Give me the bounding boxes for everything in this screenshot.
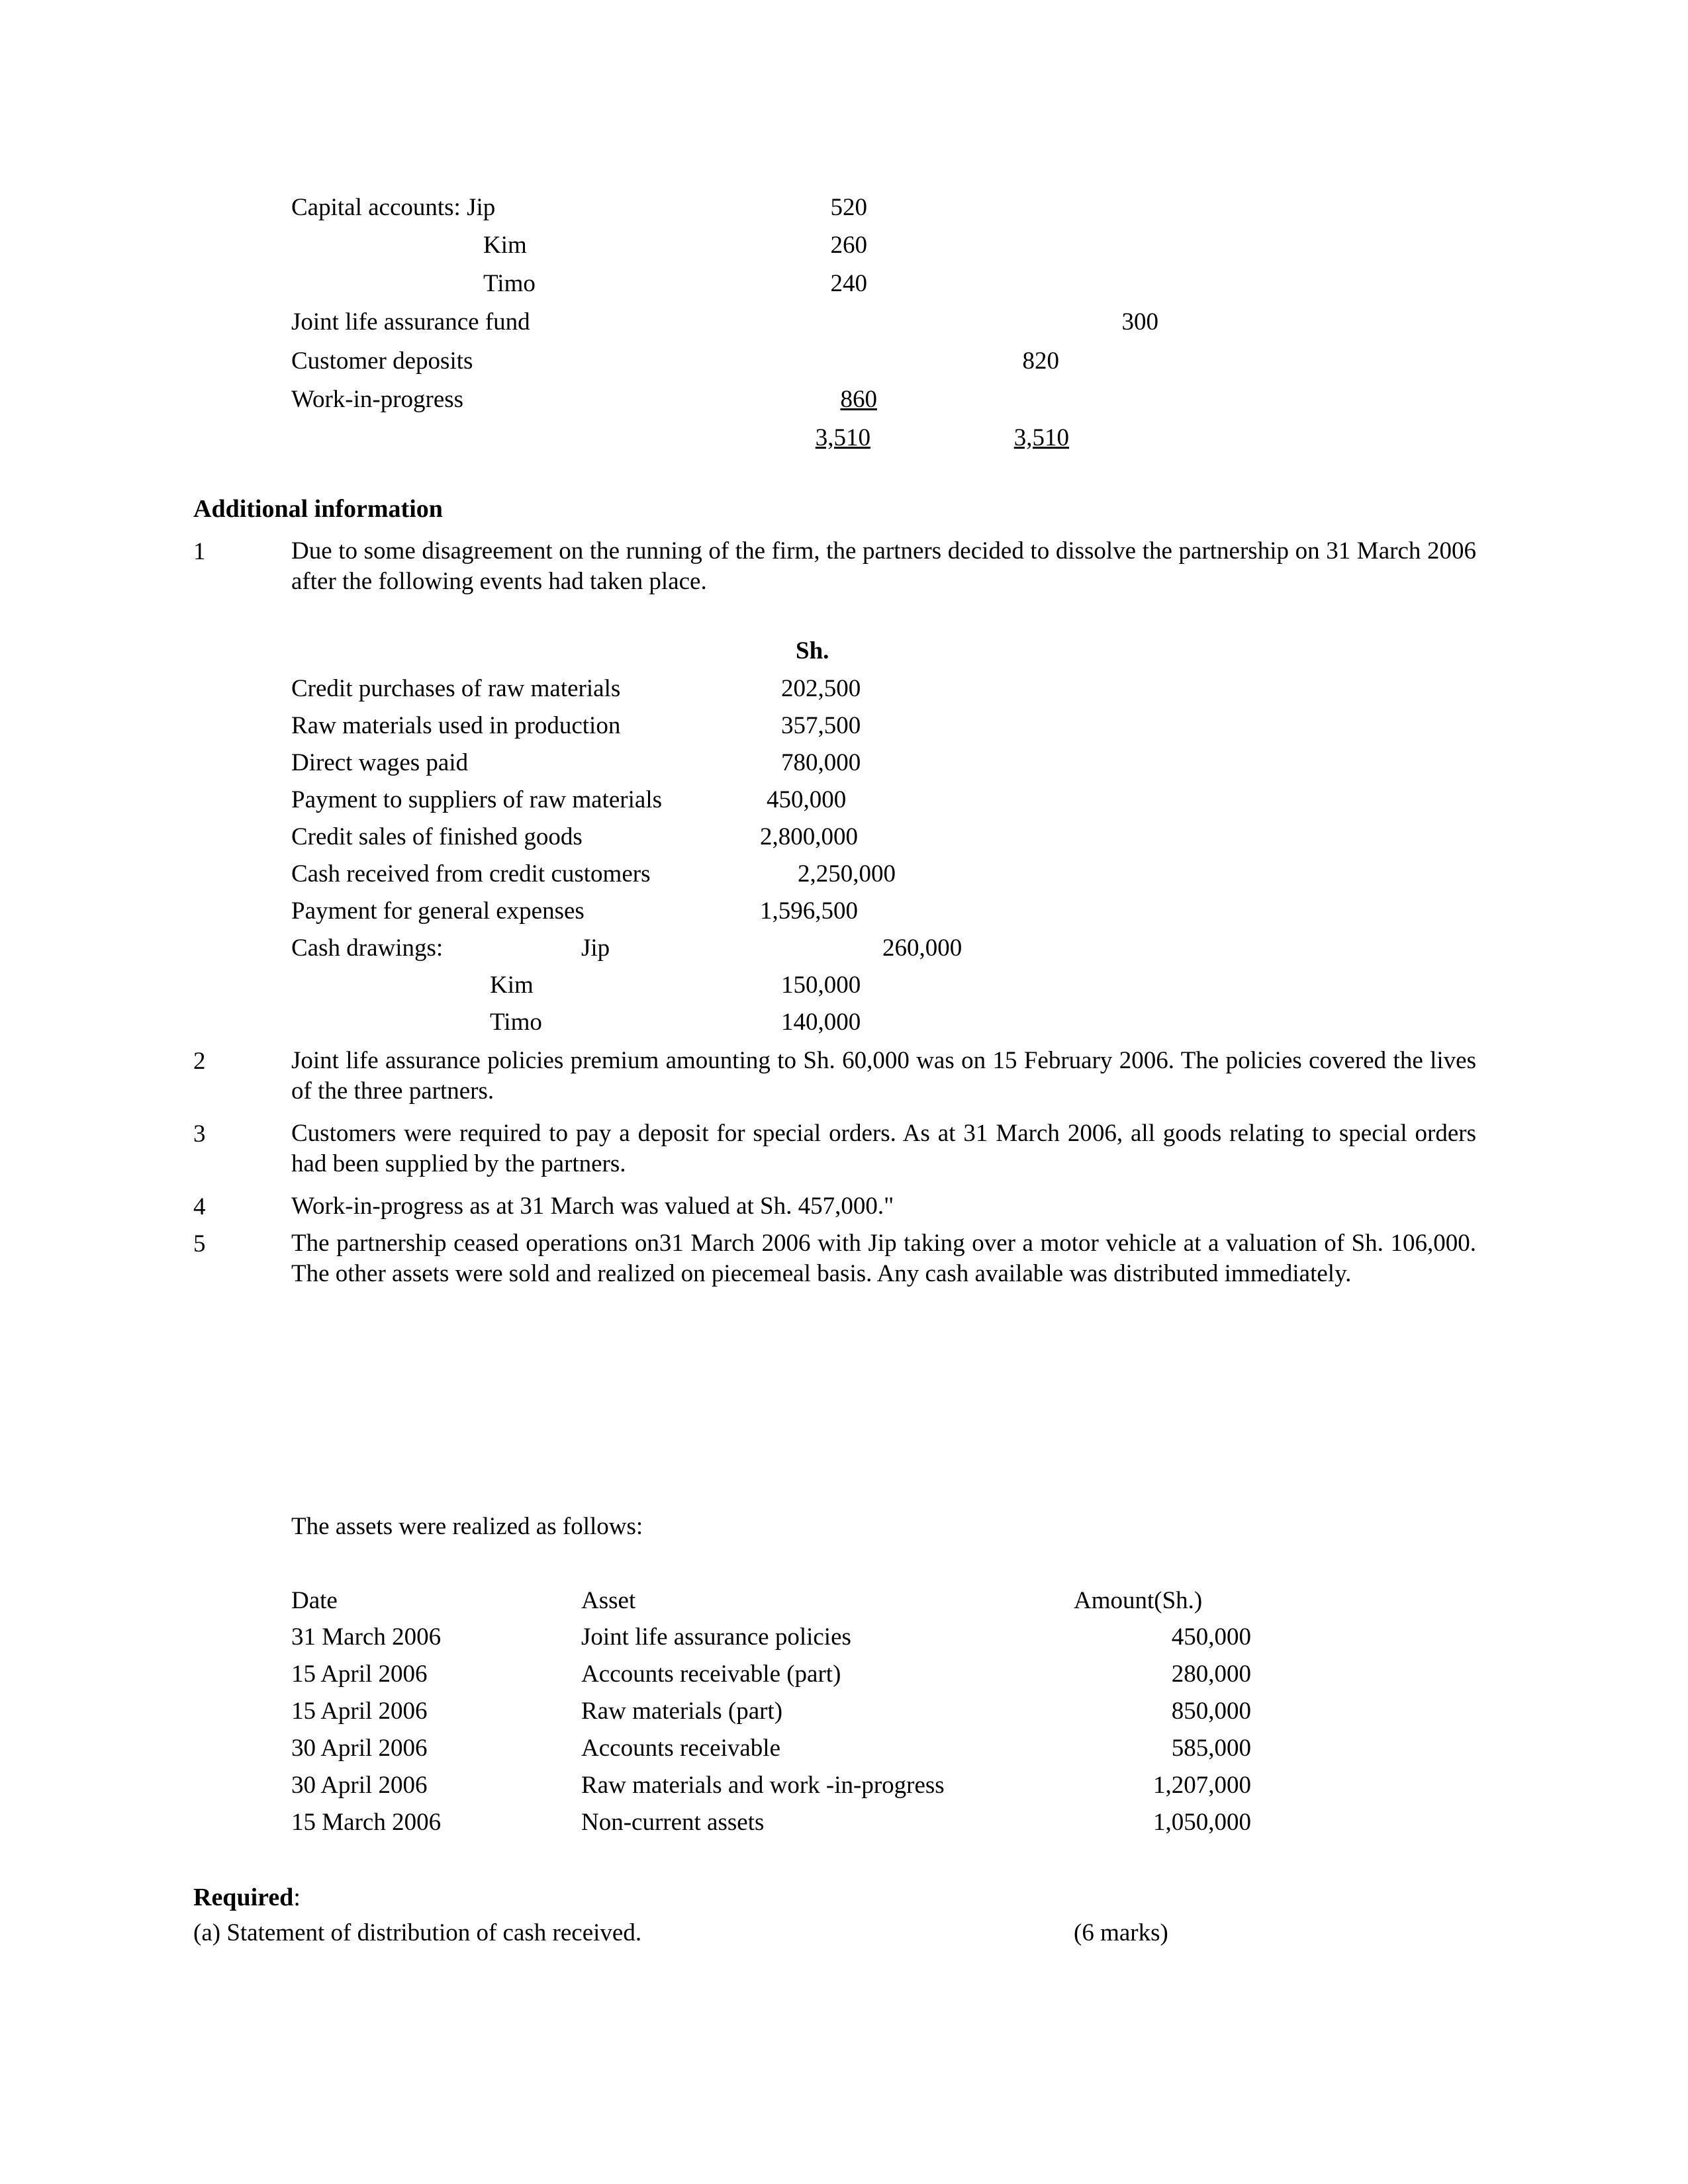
list-item-text: Customers were required to pay a deposit for special orders. As at 31 March 2006, all goods relating to special orders had been supplied by the partners. <box>291 1120 1476 1178</box>
tb-row-amount-col1: 520 <box>830 194 867 221</box>
events-row-label: Cash received from credit customers <box>291 860 651 887</box>
tb-row-amount-col1: 240 <box>830 270 867 297</box>
required-item-marks: (6 marks) <box>1074 1919 1168 1946</box>
tb-row-amount-col1: 860 <box>840 386 877 413</box>
tb-row-label: Joint life assurance fund <box>291 308 530 336</box>
realization-row-asset: Raw materials and work -in-progress <box>581 1772 945 1799</box>
tb-total-col1: 3,510 <box>815 424 870 451</box>
events-row-amount: 2,800,000 <box>760 823 858 850</box>
events-row-sublabel: Jip <box>581 934 610 962</box>
realization-row-date: 15 April 2006 <box>291 1661 428 1688</box>
realization-row-amount: 450,000 <box>1171 1623 1251 1651</box>
events-row-amount: 150,000 <box>781 972 861 999</box>
tb-row-label: Capital accounts: Jip <box>291 194 496 221</box>
events-row-amount: 450,000 <box>767 786 847 813</box>
list-number: 5 <box>193 1230 206 1257</box>
realization-row-date: 31 March 2006 <box>291 1623 442 1651</box>
events-currency-header: Sh. <box>796 637 829 664</box>
realization-row-date: 30 April 2006 <box>291 1735 428 1762</box>
events-row-sublabel: Timo <box>490 1009 542 1036</box>
realization-row-amount: 280,000 <box>1171 1661 1251 1688</box>
events-row-amount: 780,000 <box>781 749 861 776</box>
realization-row-asset: Accounts receivable <box>581 1735 780 1762</box>
events-row-label: Credit purchases of raw materials <box>291 675 621 702</box>
events-row-amount: 260,000 <box>882 934 962 962</box>
additional-information-heading: Additional information <box>193 495 443 523</box>
realization-row-asset: Raw materials (part) <box>581 1698 783 1725</box>
realization-row-date: 15 March 2006 <box>291 1809 442 1836</box>
tb-row-label: Customer deposits <box>291 347 473 375</box>
events-row-amount: 1,596,500 <box>760 897 858 925</box>
events-row-label: Cash drawings: <box>291 934 444 962</box>
tb-row-label: Work-in-progress <box>291 386 464 413</box>
realization-row-asset: Accounts receivable (part) <box>581 1661 841 1688</box>
list-item-text: Joint life assurance policies premium amounting to Sh. 60,000 was on 15 February 2006. The policies covered the lives of the three partners. <box>291 1047 1476 1105</box>
tb-row-amount-col1: 260 <box>830 232 867 259</box>
realization-row-amount: 850,000 <box>1171 1698 1251 1725</box>
list-number: 3 <box>193 1120 206 1148</box>
events-row-label: Credit sales of finished goods <box>291 823 583 850</box>
realization-header-asset: Asset <box>581 1587 636 1614</box>
realization-row-date: 30 April 2006 <box>291 1772 428 1799</box>
events-row-sublabel: Kim <box>490 972 534 999</box>
events-row-amount: 202,500 <box>781 675 861 702</box>
required-heading-label: Required <box>193 1884 294 1911</box>
events-row-label: Raw materials used in production <box>291 712 621 739</box>
required-item-label: (a) Statement of distribution of cash received. <box>193 1919 642 1946</box>
list-item-text: Work-in-progress as at 31 March was valued at Sh. 457,000." <box>291 1193 894 1220</box>
tb-row-amount-col2: 300 <box>1121 308 1158 336</box>
realization-intro: The assets were realized as follows: <box>291 1513 643 1540</box>
list-item-text: The partnership ceased operations on31 March 2006 with Jip taking over a motor vehicle at a valuation of Sh. 106,000. The other assets were sold and realized on piecemeal basis. Any cash available was distributed immediately. <box>291 1230 1476 1288</box>
realization-row-asset: Joint life assurance policies <box>581 1623 851 1651</box>
realization-header-date: Date <box>291 1587 338 1614</box>
tb-total-col2: 3,510 <box>1013 424 1069 451</box>
realization-row-amount: 1,050,000 <box>1153 1809 1251 1836</box>
events-row-amount: 2,250,000 <box>798 860 896 887</box>
realization-row-date: 15 April 2006 <box>291 1698 428 1725</box>
tb-row-label: Timo <box>483 270 536 297</box>
realization-row-asset: Non-current assets <box>581 1809 765 1836</box>
list-number: 2 <box>193 1048 206 1075</box>
events-row-amount: 140,000 <box>781 1009 861 1036</box>
tb-row-amount-col2: 820 <box>1022 347 1059 375</box>
required-heading <box>193 1883 301 1912</box>
tb-row-label: Kim <box>483 232 527 259</box>
realization-header-amount: Amount(Sh.) <box>1074 1587 1203 1614</box>
events-row-label: Payment to suppliers of raw materials <box>291 786 663 813</box>
events-row-label: Direct wages paid <box>291 749 469 776</box>
required-heading-colon: : <box>293 1884 301 1911</box>
list-number: 4 <box>193 1193 206 1220</box>
list-number: 1 <box>193 538 206 565</box>
events-row-label: Payment for general expenses <box>291 897 585 925</box>
list-item-text: Due to some disagreement on the running of the firm, the partners decided to dissolve the partnership on 31 March 2006 after the following events had taken place. <box>291 537 1476 596</box>
realization-row-amount: 585,000 <box>1171 1735 1251 1762</box>
realization-row-amount: 1,207,000 <box>1153 1772 1251 1799</box>
events-row-amount: 357,500 <box>781 712 861 739</box>
